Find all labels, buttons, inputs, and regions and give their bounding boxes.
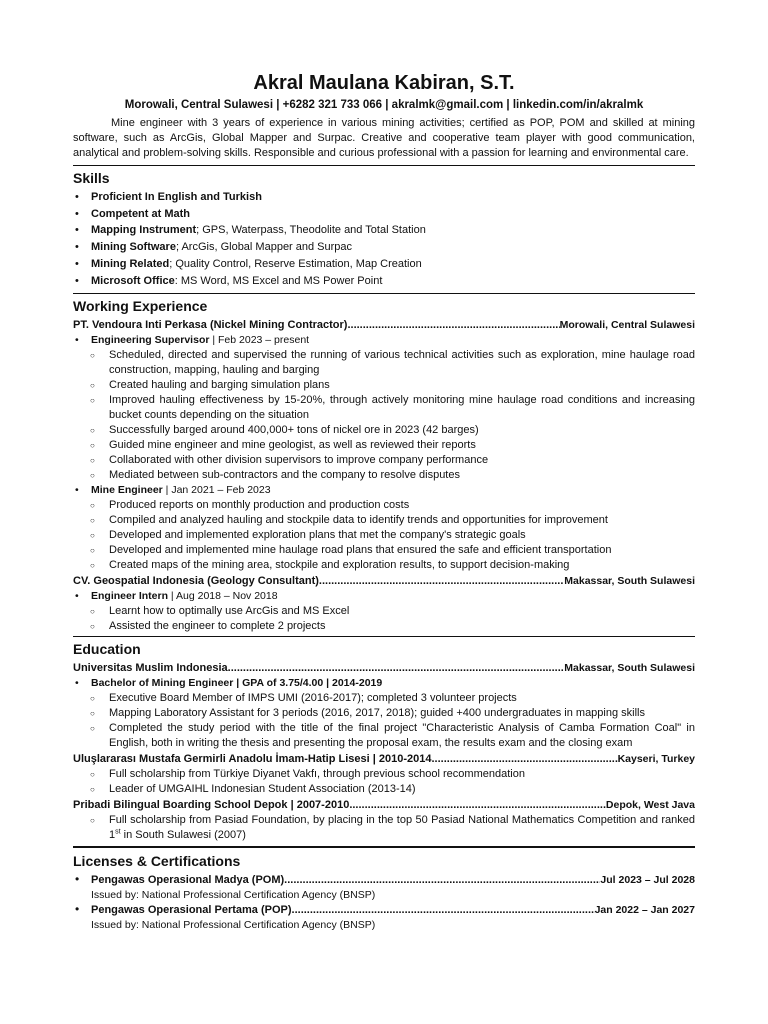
dot-leader — [292, 902, 595, 918]
school-name: Pribadi Bilingual Boarding School Depok | 2007-2010 — [73, 799, 350, 812]
skill-detail: ; GPS, Waterpass, Theodolite and Total Station — [196, 224, 426, 237]
skill-item — [73, 222, 695, 239]
skill-item — [73, 206, 695, 223]
school-name: Universitas Muslim Indonesia — [73, 662, 228, 675]
skill-label: Microsoft Office — [91, 274, 175, 287]
dot-leader — [228, 660, 565, 676]
list-item: ○ Produced reports on monthly production and production costs — [109, 498, 695, 513]
skill-detail: ; Quality Control, Reserve Estimation, Map Creation — [169, 257, 422, 270]
school-row — [73, 797, 695, 813]
school-location: Kayseri, Turkey — [617, 753, 695, 766]
list-item: ○ Improved hauling effectiveness by 15-20%, through actively monitoring mine haulage road conditions and increasing bucket counts depending on the situation — [109, 393, 695, 423]
role-title: Engineer Intern — [91, 590, 169, 603]
school-location: Depok, West Java — [605, 799, 695, 812]
license-item — [73, 902, 695, 932]
employer-name: PT. Vendoura Inti Perkasa (Nickel Mining Contractor) — [73, 319, 348, 332]
school-name: Uluşlararası Mustafa Germirli Anadolu İmam-Hatip Lisesi | 2010-2014 — [73, 753, 432, 766]
role-period: | Aug 2018 – Nov 2018 — [168, 590, 278, 603]
list-item: ○ Executive Board Member of IMPS UMI (2016-2017); completed 3 volunteer projects — [109, 691, 695, 706]
skill-item — [73, 273, 695, 290]
role-points — [73, 498, 695, 573]
list-item: ○ Leader of UMGAIHL Indonesian Student Association (2013-14) — [109, 782, 695, 797]
role-points — [73, 604, 695, 634]
list-item — [109, 813, 695, 843]
point-text: in South Sulawesi (2007) — [120, 829, 246, 842]
list-item: ○ Assisted the engineer to complete 2 projects — [109, 619, 695, 634]
role-period: | Feb 2023 – present — [209, 334, 310, 347]
license-name: • Pengawas Operasional Pertama (POP) — [91, 904, 292, 917]
list-item: ○ Full scholarship from Türkiye Diyanet Vakfı, through previous school recommendation — [109, 767, 695, 782]
employer-location: Makassar, South Sulawesi — [564, 575, 695, 588]
point-text: Full scholarship from Pasiad Foundation, by placing in the top 50 Pasiad National Mathematics Competition and ranked 1 — [109, 814, 695, 842]
skill-item — [73, 189, 695, 206]
skill-item — [73, 239, 695, 256]
profile-summary: Mine engineer with 3 years of experience in various mining activities; certified as POP, POM and skilled at mining software, such as ArcGis, Global Mapper and Surpac. Creative and cooperative team player with good communication, analytical and problem-solving skills. Responsible and curious professional with a passion for learning and environmental care. — [73, 117, 695, 159]
candidate-name: Akral Maulana Kabiran, S.T. — [253, 72, 515, 94]
license-item — [73, 872, 695, 902]
employer-row — [73, 573, 695, 589]
list-item: ○ Learnt how to optimally use ArcGis and MS Excel — [109, 604, 695, 619]
skill-label: Proficient In English and Turkish — [91, 191, 262, 203]
degree-points — [73, 691, 695, 751]
role-title: Engineering Supervisor — [91, 334, 210, 347]
skill-label: Mining Software — [91, 241, 176, 254]
experience-heading: Working Experience — [73, 298, 208, 315]
list-item: ○ Guided mine engineer and mine geologist, as well as reviewed their reports — [109, 438, 695, 453]
list-item: ○ Developed and implemented exploration plans that met the company's strategic goals — [109, 528, 695, 543]
license-row — [91, 872, 695, 888]
resume-page — [73, 72, 695, 932]
school-points — [73, 767, 695, 797]
skill-detail: ; ArcGis, Global Mapper and Surpac — [175, 241, 353, 254]
role-line — [73, 589, 695, 604]
divider — [73, 636, 695, 637]
degree-title: Bachelor of Mining Engineer | GPA of 3.75/4.00 | 2014-2019 — [91, 677, 383, 690]
school-row — [73, 660, 695, 676]
list-item: ○ Successfully barged around 400,000+ tons of nickel ore in 2023 (42 barges) — [109, 423, 695, 438]
dot-leader — [284, 872, 600, 888]
school-row — [73, 751, 695, 767]
dot-leader — [349, 797, 606, 813]
skill-label: Competent at Math — [91, 207, 190, 220]
skill-item — [73, 256, 695, 273]
contact-line: Morowali, Central Sulawesi | +6282 321 733 066 | akralmk@gmail.com | linkedin.com/in/akralmk — [124, 99, 644, 111]
skill-label: Mining Related — [91, 257, 170, 270]
license-row — [91, 902, 695, 918]
employer-row — [73, 317, 695, 333]
license-issuer: Issued by: National Professional Certification Agency (BNSP) — [91, 919, 376, 932]
license-period: Jul 2023 – Jul 2028 — [600, 874, 695, 887]
role-points — [73, 348, 695, 483]
list-item: ○ Completed the study period with the title of the final project "Characteristic Analysis of Camba Formation Coal" in English, both in writing the thesis and presenting the proposal exam, the results exam and the closing exam — [109, 721, 695, 751]
school-points — [73, 813, 695, 843]
employer-location: Morowali, Central Sulawesi — [559, 319, 695, 332]
divider — [73, 165, 695, 166]
ordinal-suffix: st — [115, 828, 121, 836]
license-name: • Pengawas Operasional Madya (POM) — [91, 874, 285, 887]
role-period: | Jan 2021 – Feb 2023 — [162, 484, 271, 497]
license-period: Jan 2022 – Jan 2027 — [594, 904, 695, 917]
list-item: ○ Created hauling and barging simulation plans — [109, 378, 695, 393]
dot-leader — [347, 317, 559, 333]
skills-list — [73, 189, 695, 289]
skill-label: Mapping Instrument — [91, 224, 197, 237]
school-location: Makassar, South Sulawesi — [564, 662, 695, 675]
list-item: ○ Created maps of the mining area, stockpile and exploration results, to support decision-making — [109, 558, 695, 573]
dot-leader — [431, 751, 617, 767]
divider — [73, 293, 695, 294]
employer-name: CV. Geospatial Indonesia (Geology Consultant) — [73, 575, 319, 588]
list-item: ○ Collaborated with other division supervisors to improve company performance — [109, 453, 695, 468]
list-item: ○ Developed and implemented mine haulage road plans that ensured the safe and efficient transportation — [109, 543, 695, 558]
skill-detail: : MS Word, MS Excel and MS Power Point — [174, 274, 383, 287]
role-line — [73, 333, 695, 348]
dot-leader — [319, 573, 564, 589]
role-line — [73, 483, 695, 498]
list-item: ○ Mediated between sub-contractors and the company to resolve disputes — [109, 468, 695, 483]
list-item: ○ Scheduled, directed and supervised the running of various technical activities such as exploration, mine haulage road construction, mapping, hauling and barging — [109, 348, 695, 378]
list-item: ○ Compiled and analyzed hauling and stockpile data to identify trends and opportunities for improvement — [109, 513, 695, 528]
skills-heading: Skills — [73, 170, 110, 186]
role-title: Mine Engineer — [91, 484, 163, 497]
education-heading: Education — [73, 641, 141, 658]
licenses-heading: Licenses & Certifications — [73, 853, 241, 870]
degree-line — [73, 676, 695, 691]
license-issuer: Issued by: National Professional Certification Agency (BNSP) — [91, 889, 376, 902]
divider — [73, 846, 695, 848]
list-item: ○ Mapping Laboratory Assistant for 3 periods (2016, 2017, 2018); guided +400 undergraduates in mapping skills — [109, 706, 695, 721]
